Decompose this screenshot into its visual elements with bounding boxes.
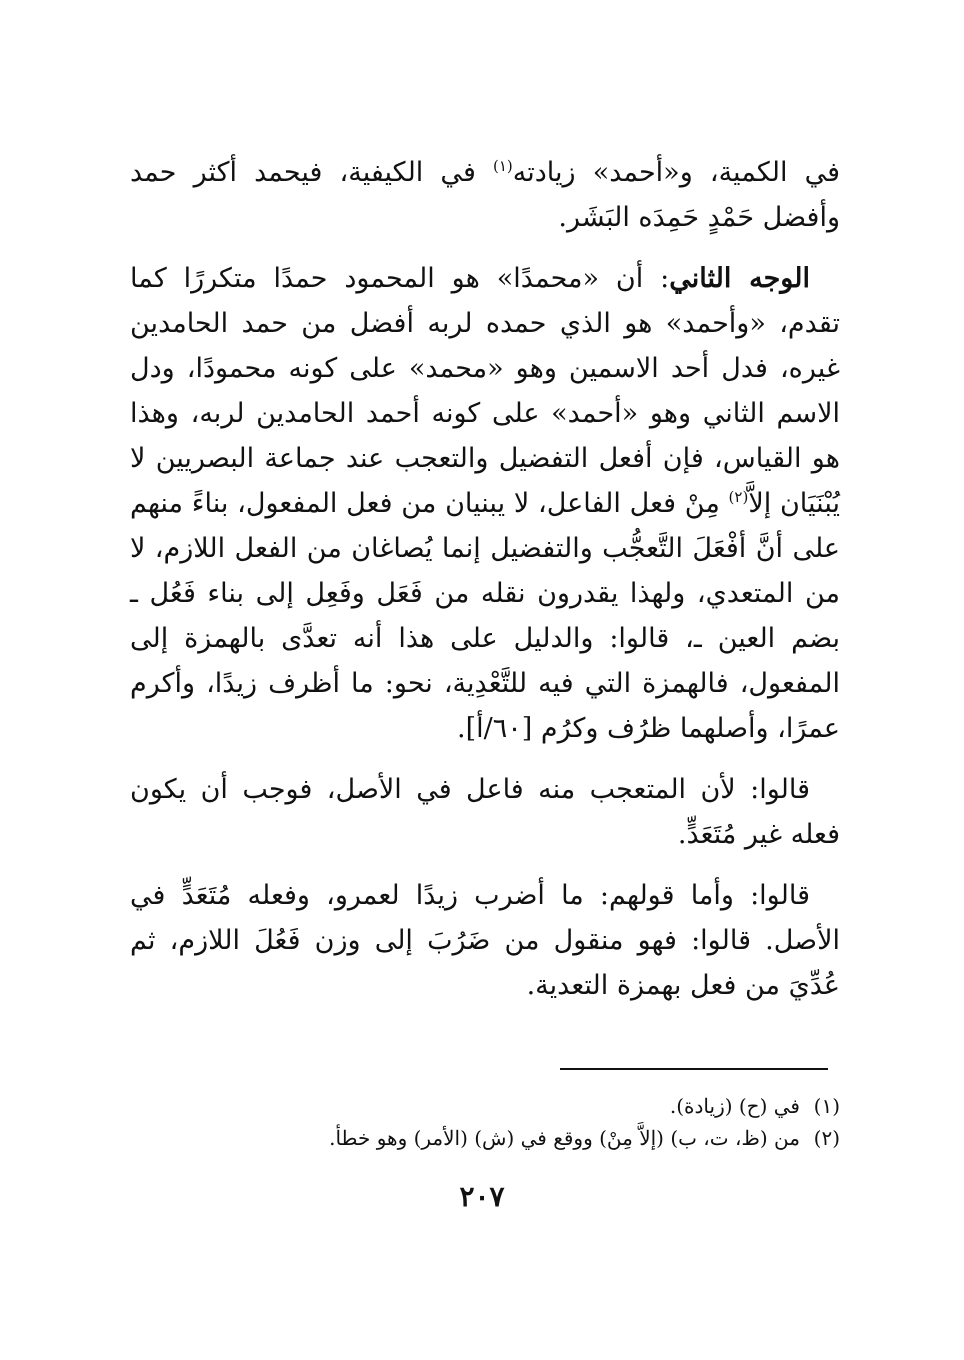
paragraph-1 [130,150,840,240]
footnote-ref-2: (٢) [728,488,749,506]
paragraph-1-text-b: في الكيفية، فيحمد أكثر حمد وأفضل حَمْدٍ حَمِدَه البَشَر. [130,157,840,233]
footnote-1 [130,1090,840,1122]
main-text [130,150,840,1024]
paragraph-1-text-a: في الكمية، و«أحمد» زيادته [512,157,840,188]
paragraph-2-text-b: مِنْ فعل الفاعل، لا يبنيان من فعل المفعول، بناءً منهم على أنَّ أفْعَلَ التَّعجُّب والتفضيل إنما يُصاغان من الفعل اللازم، لا من المتعدي، ولهذا يقدرون نقله من فَعَل وفَعِل إلى بناء فَعُل ـ بضم العين ـ، قالوا: والدليل على هذا أنه تعدَّى بالهمزة إلى المفعول، فالهمزة التي فيه للتَّعْدِية، نحو: ما أظرف زيدًا، وأكرم عمرًا، وأصلهما ظرُف وكرُم [٦٠/أ]. [130,488,840,744]
paragraph-2 [130,256,840,751]
footnote-2 [130,1122,840,1154]
paragraph-2-text-a: : أن «محمدًا» هو المحمود حمدًا متكررًا كما تقدم، «وأحمد» هو الذي حمده لربه أفضل من حمد الحامدين غيره، فدل أحد الاسمين وهو «محمد» على كونه محمودًا، ودل الاسم الثاني وهو «أحمد» على كونه أحمد الحامدين لربه، وهذا هو القياس، فإن أفعل التفضيل والتعجب عند جماعة البصريين لا يُبْنَيَان إلاَّ [130,263,840,519]
footnote-number: (٢) [813,1126,840,1150]
footnote-ref-1: (١) [492,157,513,175]
footnote-divider [560,1068,828,1070]
section-heading: الوجه الثاني [669,263,810,294]
paragraph-4: قالوا: وأما قولهم: ما أضرب زيدًا لعمرو، وفعله مُتَعَدٍّ في الأصل. قالوا: فهو منقول من ضَرُبَ إلى وزن فَعُلَ اللازم، ثم عُدِّيَ من فعل بهمزة التعدية. [130,880,840,1001]
footnote-text: من (ظ، ت، ب) (إلاَّ مِنْ) ووقع في (ش) (الأمر) وهو خطأ. [329,1126,800,1150]
paragraph-3: قالوا: لأن المتعجب منه فاعل في الأصل، فوجب أن يكون فعله غير مُتَعَدٍّ. [130,774,840,850]
footnote-text: في (ح) (زيادة). [669,1094,800,1118]
footnote-number: (١) [813,1094,840,1118]
page-number: ٢٠٧ [459,1180,505,1213]
footnotes [130,1090,840,1154]
